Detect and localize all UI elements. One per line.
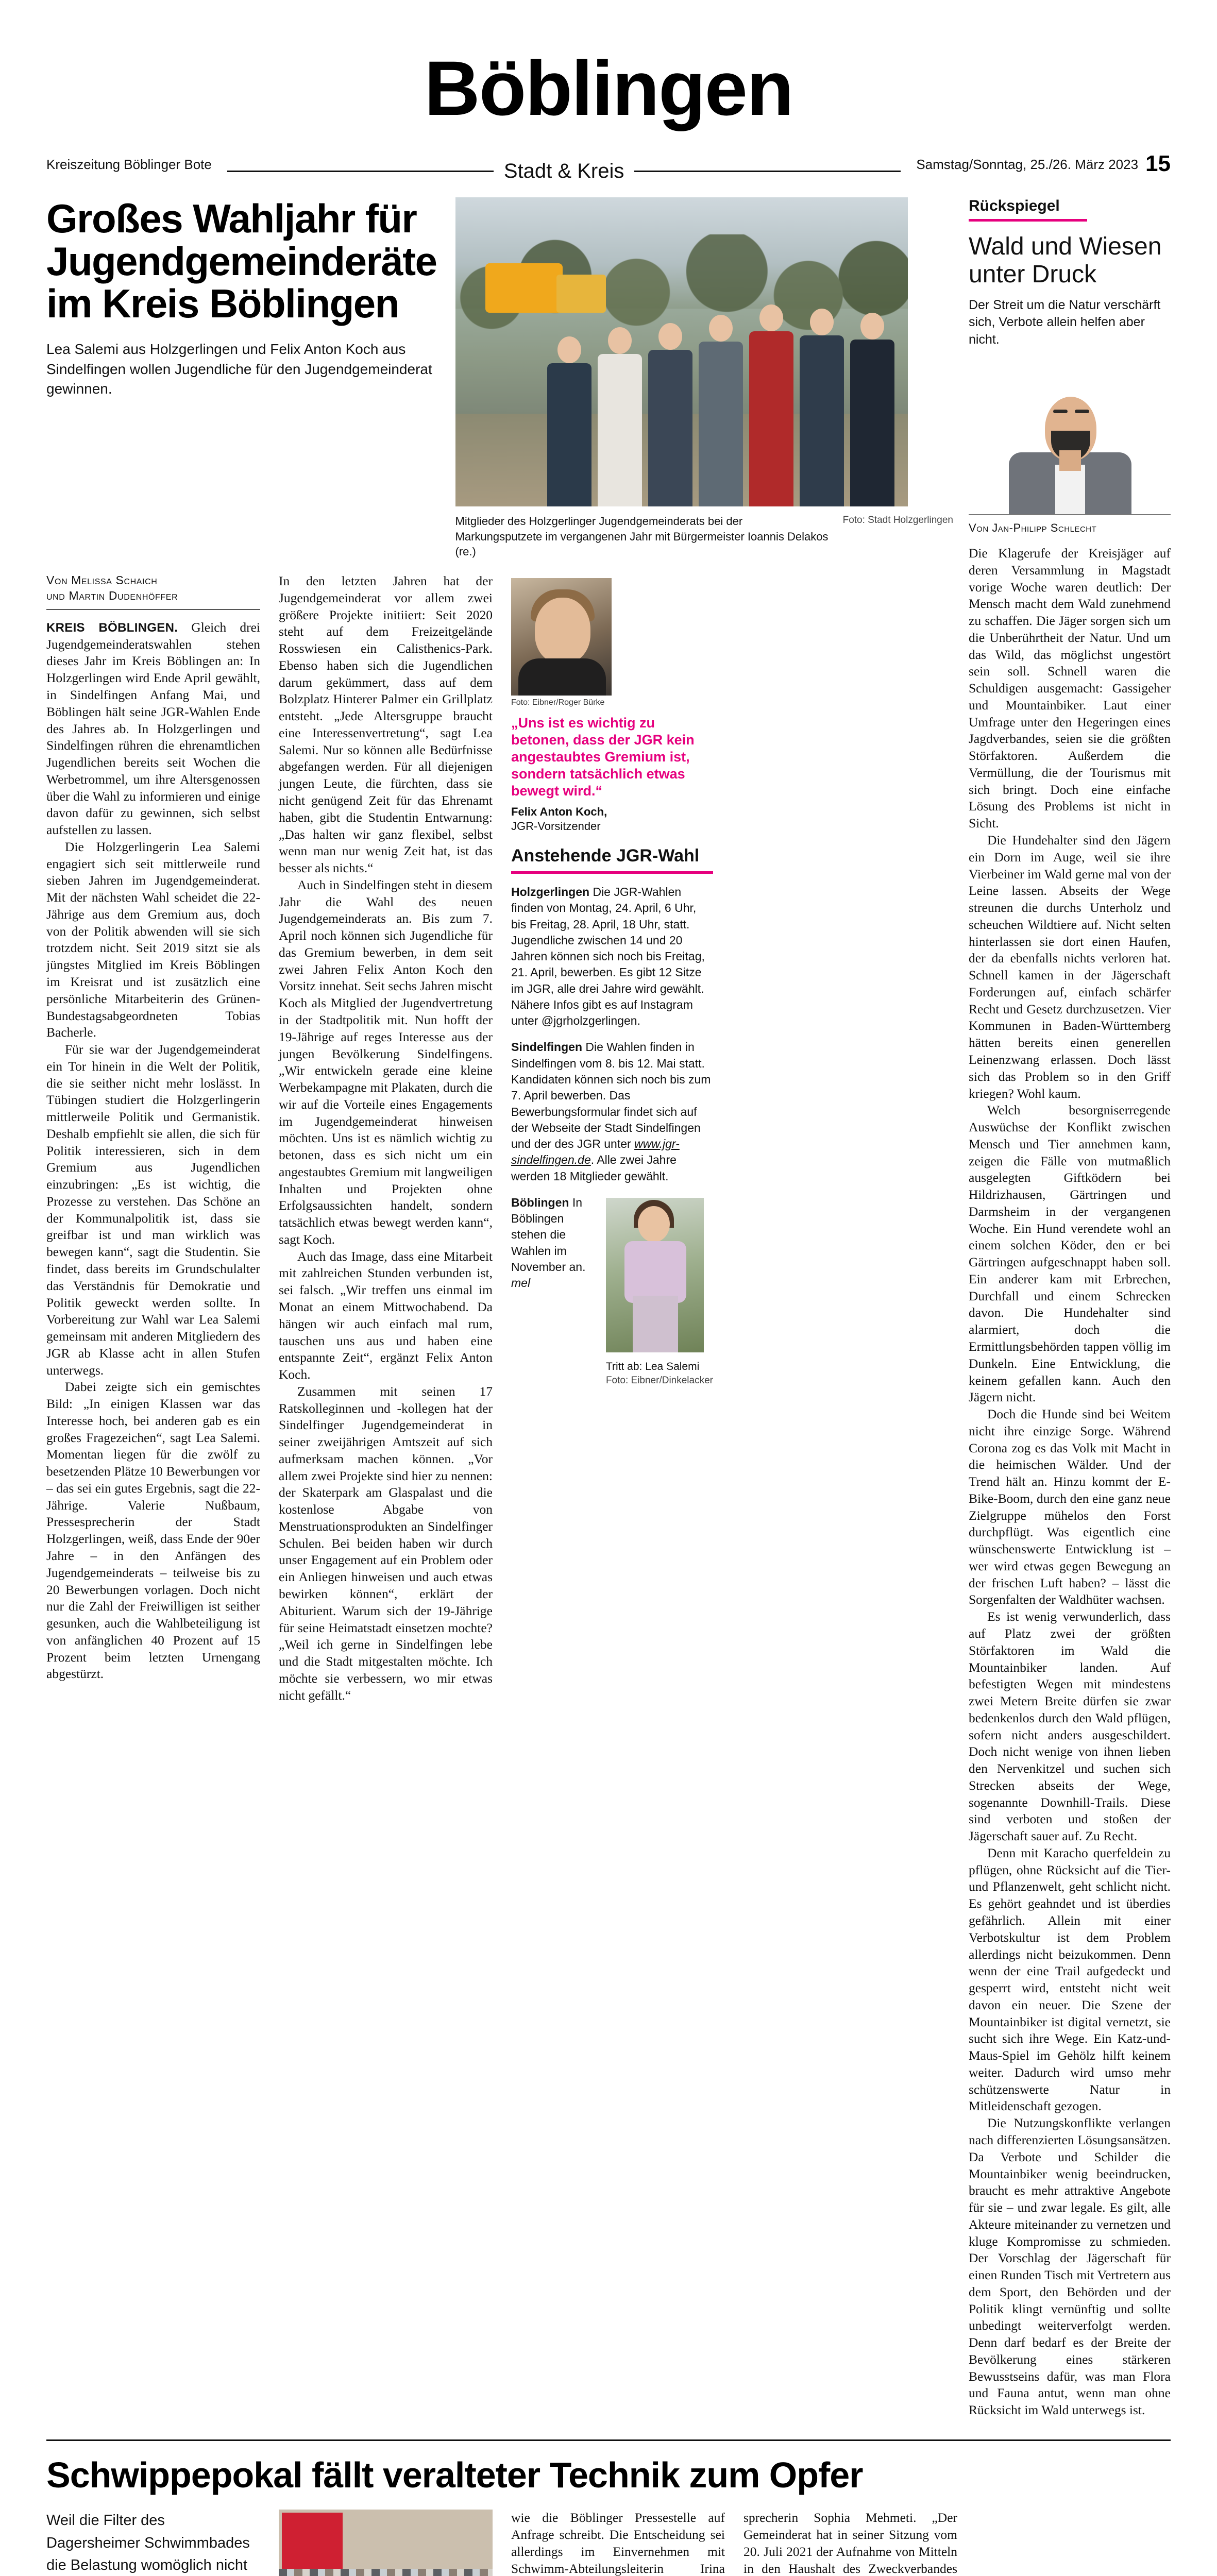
masthead — [0, 0, 1217, 182]
lead-top — [46, 197, 953, 560]
infobox-title: Anstehende JGR-Wahl — [511, 846, 700, 866]
lead-byline — [46, 573, 260, 604]
bottom-photo — [279, 2510, 493, 2576]
infobox-place: Holzgerlingen — [511, 885, 590, 899]
main-row — [46, 197, 1171, 2419]
bottom-column-2 — [279, 2510, 493, 2576]
side-photo-caption-row — [606, 1360, 713, 1387]
bottom-lead: Weil die Filter des Dagersheimer Schwimmbades die Belastung womöglich nicht — [46, 2512, 250, 2574]
infobox-text: Die JGR-Wahlen finden von Montag, 24. April, 6 Uhr, bis Freitag, 28. April, 18 Uhr, statt. Jugendliche zwischen 14 und 20 Jahren können sich noch bis Freitag, 21. April, bewerben. Es gibt 12 Sitze im JGR, alle drei Jahre wird gewählt. Nähere Infos gibt es auf Instagram unter @jgrholzgerlingen. — [511, 885, 705, 1028]
page-number: 15 — [1145, 150, 1171, 176]
bottom-headline: Schwippepokal fällt veralteter Technik zum Opfer — [46, 2454, 863, 2495]
pullquote-role: JGR-Vorsitzender — [511, 819, 601, 833]
section-label-wrap — [212, 160, 916, 183]
pullquote-text: „Uns ist es wichtig zu betonen, dass der JGR kein angestaubtes Gremium ist, sondern tatsächlich etwas bewegt wird.“ — [511, 715, 695, 799]
bottom-column-1 — [46, 2510, 260, 2576]
photo-person — [850, 313, 894, 506]
rueckspiegel-divider — [969, 219, 1087, 222]
infobox-text-after: . Alle zwei Jahre werden 18 Mitglieder gewählt. — [511, 1153, 677, 1183]
rueckspiegel-paragraph: Es ist wenig verwunderlich, dass auf Platz zwei der größten Störfaktoren im Wald die Mountainbiker landen. Auf befestigten Wegen mit mindestens zwei Metern Breite dürfen sie zwar bedenkenlos durch den Wald pflügen, sofern nicht anders ausgeschildert. Doch nicht wenige von ihnen lieben den Nervenkitzel und suchen sich Strecken abseits der Wege, sogenannte Downhill-Trails. Diese sind verboten und stoßen der Jägerschaft sauer auf. Zu Recht. — [969, 1609, 1171, 1844]
lead-paragraph-text: Gleich drei Jugendgemeinderatswahlen stehen dieses Jahr im Kreis Böblingen an: In Holzgerlingen wird Ende April gewählt, in Sindelfingen Anfang Mai, und Böblingen hält seine JGR-Wahlen Ende des Jahres ab. In Holzgerlingen und Sindelfingen rühren die ehrenamtlichen Jugendlichen bereits seit Wochen die Werbetrommel, um ihre Altersgenossen über die Wahl zu informieren und einige davon dafür zu gewinnen, sich selbst aufstellen zu lassen. — [46, 619, 260, 838]
lead-paragraph: Dabei zeigte sich ein gemischtes Bild: „In einigen Klassen war das Interesse hoch, bei anderen gab es ein großes Fragezeichen“, sagt Lea Salemi. Momentan liegen für die zwölf zu besetzenden Plätze 10 Bewerbungen vor – das sei ein gutes Ergebnis, sagt die 22-Jährige. Valerie Nußbaum, Pressesprecherin der Stadt Holzgerlingen, weiß, dass Ende der 90er Jahre – in den Anfängen des Jugendgemeinderats – teilweise bis zu 20 Bewerbungen vorlagen. Doch nicht nur die Zahl der Freiwilligen ist seither gesunken, auch die Wahlbeteiligung ist von anfänglichen 40 Prozent auf 15 Prozent beim letzten Urnengang abgestürzt. — [46, 1379, 260, 1682]
infobox-item — [511, 1039, 713, 1184]
photo-person — [598, 327, 642, 506]
byline-line-2: und Martin Dudenhöffer — [46, 588, 178, 602]
byline-line-1: Von Melissa Schaich — [46, 573, 158, 587]
lead-photo-caption: Mitglieder des Holzgerlinger Jugendgemeinderats bei der Markungsputzete im vergangenen Jahr mit Bürgermeister Ioannis Delakos (re.) — [455, 515, 829, 558]
lead-body-columns — [46, 573, 953, 1704]
side-photo — [606, 1198, 704, 1352]
rueckspiegel-paragraph: Doch die Hunde sind bei Weitem nicht ihre einzige Sorge. Während Corona zog es das Volk mit Macht in die heimischen Wälder. Und der Trend hält an. Hinzu kommt der E-Bike-Boom, durch den eine ganz neue Zielgruppe mühelos den Forst durchpflügt. Was eigentlich eine wünschenswerte Entwicklung ist – wer wird etwas gegen Bewegung an der frischen Luft haben? – lässt die Sorgenfalten der Waldhüter wachsen. — [969, 1406, 1171, 1607]
portrait-shirt — [518, 658, 606, 696]
infobox-last-row — [511, 1195, 713, 1387]
portrait-eyebrow-left — [1053, 410, 1068, 413]
rueckspiegel-subhead: Der Streit um die Natur verschärft sich, Verbote allein helfen aber nicht. — [969, 297, 1161, 347]
lead-photo-credit: Foto: Stadt Holzgerlingen — [842, 515, 953, 526]
page-content — [0, 197, 1217, 2419]
pullquote-block — [511, 578, 713, 834]
lead-photo-caption-row — [455, 514, 953, 560]
rueckspiegel-paragraph: Die Klagerufe der Kreisjäger auf deren Versammlung in Magstadt vorige Woche waren deutlich: Der Mensch macht dem Wald zunehmend zu schaffen. Die Jäger sorgen sich um die Unberührtheit der Natur. Und um das Wild, das möglichst ungestört sein soll. Schnell waren die Schuldigen ausgemacht: Gassigeher und Mountainbiker. Laut einer Umfrage unter den Hegeringen eines Jagdverbandes, seien sie die größten Störfaktoren. Außerdem die Vermüllung, die der Tourismus mit sich bringt. Doch eine einfache Lösung des Problems ist nicht in Sicht. — [969, 546, 1171, 831]
rueckspiegel-sidebar — [969, 197, 1171, 2419]
author-portrait — [969, 360, 1171, 515]
lead-paragraph: Zusammen mit seinen 17 Ratskolleginnen und -kollegen hat der Sindelfinger Jugendgemeinderat in seiner zweijährigen Amtszeit auf sich aufmerksam machen können. „Vor allem zwei Projekte sind hier zu nennen: der Skaterpark am Glaspalast und die kostenlose Abgabe von Menstruationsprodukten an Sindelfinger Schulen. Bei beiden haben wir durch unser Engagement auf ein Problem oder ein Anliegen hinweisen und auch etwas bewirken können“, erklärt der Abiturient. Warum sich der 19-Jährige für seine Heimatstadt einsetzen mochte? „Weil ich gerne in Sindelfingen lebe und die Stadt mitgestalten möchte. Ich möchte sie verbessern, wo mir etwas nicht gefällt.“ — [279, 1383, 493, 1703]
portrait-eyebrow-right — [1075, 410, 1089, 413]
rueckspiegel-paragraph: Denn mit Karacho querfeldein zu pflügen, ohne Rücksicht auf die Tier- und Pflanzenwelt, geht schlicht nicht. Es gehört geahndet und ist überdies gefährlich. Allein mit einer Verbotskultur ist dem Problem allerdings nicht beizukommen. Denn wenn der eine Trail aufgedeckt und gesperrt wird, entsteht nicht weit davon ein neuer. Die Szene der Mountainbiker ist digital vernetzt, sie sucht sich ihre Wege. Ein Katz-und-Maus-Spiel im Gehölz hilft keinem weiter. Dadurch wird umso mehr schützenswerte Natur in Mitleidenschaft gezogen. — [969, 1845, 1171, 2114]
side-photo-wrap — [606, 1195, 713, 1387]
infobox-link[interactable]: www.jgr-sindelfingen.de — [511, 1137, 680, 1167]
photo-person — [547, 336, 591, 506]
pullquote-portrait — [511, 578, 612, 696]
lead-paragraph: Die Holzgerlingerin Lea Salemi engagiert sich seit mittlerweile rund sieben Jahren im Jugendgemeinderat. Mit der nächsten Wahl scheidet die 22-Jährige aus dem Gremium aus, doch von der Politik abwenden will sie sich trotzdem nicht. Seit 2019 sitzt sie als jüngstes Mitglied im Kreis Böblingen im Kreisrat und ist zusätzlich eine persönliche Mitarbeiterin des Grünen-Bundestagsabgeordneten Tobias Bacherle. — [46, 839, 260, 1040]
portrait-neck — [1059, 450, 1081, 471]
photo-person — [648, 323, 692, 506]
lead-paragraph: Für sie war der Jugendgemeinderat ein Tor hinein in die Welt der Politik, die sie seither nicht mehr loslässt. In Tübingen studiert die Holzgerlingerin mittlerweile Politik und Germanistik. Deshalb empfiehlt sie allen, die sich für Politik interessieren, sich in dem Gremium aus Jugendlichen einzubringen: „Es ist wichtig, die Prozesse zu verstehen. Das Schöne an der Kommunalpolitik ist, dass sie greifbar ist und man wirklich was bewegen kann“, sagt die Studentin. Sie findet, dass bereits im Grundschulalter das Verständnis für Demokratie und Politik geweckt werden sollte. In Vorbereitung zur Wahl war Lea Salemi gemeinsam mit anderen Mitgliedern des JGR ab Klasse acht in allen Stufen unterwegs. — [46, 1042, 260, 1378]
photo-crowd — [279, 2569, 493, 2576]
bottom-columns — [46, 2510, 1171, 2576]
lead-paragraph — [46, 619, 260, 839]
lead-photo-wrap — [455, 197, 953, 560]
lead-article — [46, 197, 953, 1704]
lead-paragraph: Auch das Image, dass eine Mitarbeit mit zahlreichen Stunden verbunden ist, sei falsch. „Wir treffen uns einmal im Monat an einem Mittwochabend. Da hängen wir auch einfach mal rum, tauschen uns aus und haben eine entspannte Zeit“, ergänzt Felix Anton Koch. — [279, 1248, 493, 1382]
rueckspiegel-byline: Von Jan-Philipp Schlecht — [969, 521, 1097, 534]
photo-person — [749, 304, 793, 506]
side-photo-legs — [633, 1296, 678, 1352]
pullquote-photo-credit: Foto: Eibner/Roger Bürke — [511, 698, 605, 707]
photo-person — [800, 309, 844, 506]
infobox-signature: mel — [511, 1276, 531, 1290]
infobox-item — [511, 1195, 596, 1292]
side-photo-head — [638, 1206, 670, 1242]
side-photo-caption: Tritt ab: Lea Salemi — [605, 1360, 700, 1372]
lead-column-3 — [511, 573, 713, 1704]
dateline: KREIS BÖBLINGEN. — [46, 620, 178, 635]
rueckspiegel-title: Wald und Wiesen unter Druck — [969, 233, 1162, 288]
pullquote-attribution — [511, 805, 713, 834]
rueckspiegel-paragraph: Die Hundehalter sind den Jägern ein Dorn im Auge, weil sie ihre Vierbeiner im Wald gerne mal von der Leine lassen. Abseits der Wege streunen die durchs Unterholz und scheuchen Wildtiere auf. Nicht selten hinterlassen sie dort einen Haufen, der da ebenfalls nichts verloren hat. Schnell kamen in der Jägerschaft Forderungen auf, einfach schärfer Recht und Gesetz durchzusetzen. Vier Kommunen in Baden-Württemberg hätten bereits einen generellen Leinenzwang erlassen. Doch lässt sich das Problem so in den Griff kriegen? Wohl kaum. — [969, 833, 1171, 1101]
bottom-paragraph: wie die Böblinger Pressestelle auf Anfrage schreibt. Die Entscheidung sei allerdings im Einvernehmen mit Schwimm-Abteilungsleiterin Irina — [511, 2510, 725, 2576]
bottom-paragraph: sprecherin Sophia Mehmeti. „Der Gemeinderat hat in seiner Sitzung vom 20. Juli 2021 der Aufnahme von Mitteln in den Haushalt des Zweckverbandes — [743, 2510, 957, 2576]
bottom-column-3 — [511, 2510, 725, 2576]
infobox-item — [511, 884, 713, 1029]
photo-person — [699, 315, 743, 506]
rueckspiegel-paragraph: Die Nutzungskonflikte verlangen nach differenzierten Lösungsansätzen. Da Verbote und Schilder die Mountainbiker wenig beeindrucken, braucht es mehr attraktive Angebote für sie – und zwar legale. Es gilt, alle Akteure miteinander zu vernetzen und kluge Kompromisse zu schmieden. Der Vorschlag der Jägerschaft für einen Runden Tisch mit Vertretern aus dem Sport, den Behörden und der Politik klingt vernünftig und sollte unbedingt weiterverfolgt werden. Denn darf bedarf es der Breite der Bevölkerung eines stärkeren Bewusstseins dafür, was man Flora und Fauna antut, wenn man ohne Rücksicht im Wald unterwegs ist. — [969, 2115, 1171, 2418]
rule-right — [634, 171, 901, 172]
side-photo-top — [624, 1241, 686, 1303]
lead-headline: Großes Wahljahr für Jugendgemeinderäte im Kreis Böblingen — [46, 196, 437, 327]
lead-photo — [455, 197, 908, 506]
bottom-column-4 — [743, 2510, 957, 2576]
infobox-place: Sindelfingen — [511, 1040, 582, 1054]
lead-paragraph: Auch in Sindelfingen steht in diesem Jahr die Wahl des neuen Jugendgemeinderats an. Bis zum 7. April noch können sich Jugendliche für das Gremium bewerben, in dem seit zwei Jahren Felix Anton Koch den Vorsitz innehat. Seit sechs Jahren mischt Koch als Mitglied der Jugendvertretung in der Stadtpolitik mit. Nun hofft der 19-Jährige auf reges Interesse aus der jungen Bevölkerung Sindelfingens. „Wir entwickeln gerade eine kleine Werbekampagne mit Plakaten, durch die wir auf die Vorteile eines Engagements im Jugendgemeinderat hinweisen möchten. Uns ist es nämlich wichtig zu betonen, dass es sich nicht um ein angestaubtes Gremium mit langweiligen Inhalten und Projekten ohne Erfolgsaussichten handelt, sondern tatsächlich etwas bewegt werden kann“, sagt Koch. — [279, 877, 493, 1247]
portrait-shirt — [1055, 465, 1085, 514]
photo-banner — [282, 2513, 343, 2576]
infobox-divider — [511, 871, 713, 874]
masthead-title: Böblingen — [424, 45, 793, 131]
infobox-text: Die Wahlen finden in Sindelfingen vom 8. bis 12. Mai statt. Kandidaten können sich noch bis zum 7. April bewerben. Das Bewerbungsformular findet sich auf der Webseite der Stadt Sindelfingen und der des JGR unter — [511, 1040, 711, 1151]
rueckspiegel-label: Rückspiegel — [969, 197, 1060, 214]
bottom-article — [0, 2456, 1217, 2576]
issue-date: Samstag/Sonntag, 25./26. März 2023 — [916, 157, 1139, 172]
portrait-face — [535, 598, 590, 664]
photo-people-group — [455, 302, 908, 506]
side-photo-credit: Foto: Eibner/Dinkelacker — [605, 1375, 713, 1386]
rule-left — [227, 171, 494, 172]
pullquote-author: Felix Anton Koch, — [511, 805, 607, 818]
issue-meta — [916, 150, 1171, 176]
publication-name: Kreiszeitung Böblinger Bote — [46, 157, 212, 172]
rueckspiegel-paragraph: Welch besorgniserregende Auswüchse der Konflikt zwischen Mensch und Tier annehmen kann, zeigen die Fälle von mutmaßlich ausgelegten Giftködern bei Hildrizhausen, Gärtringen und Darmsheim in der vergangenen Woche. Ein Hund verendete wohl an einem solchen Köder, den er bei Gärtringen aufgeschnappt haben soll. Ein anderer kam mit Erbrechen, Durchfall und einem Schrecken davon. Die Hundehalter sind alarmiert, doch die Ermittlungsbehörden tappen völlig im Dunkeln. Eine Entwicklung, die keinem gefallen kann. Auch den Jägern nicht. — [969, 1103, 1171, 1405]
infobox-place: Böblingen — [511, 1195, 569, 1209]
lead-subhead: Lea Salemi aus Holzgerlingen und Felix Anton Koch aus Sindelfingen wollen Jugendliche für den Jugendgemeinderat gewinnen. — [46, 341, 432, 397]
infobox-text: In Böblingen stehen die Wahlen im November an. — [511, 1195, 586, 1274]
masthead-meta-row — [46, 150, 1171, 182]
byline-divider — [46, 609, 260, 610]
lead-column-1 — [46, 573, 260, 1704]
bottom-article-divider — [46, 2439, 1171, 2441]
lead-head-block — [46, 197, 437, 399]
lead-paragraph: In den letzten Jahren hat der Jugendgemeinderat vor allem zwei größere Projekte initiiert: Seit 2020 steht auf dem Freizeitgelände Rosswiesen ein Calisthenics-Park. Ebenso haben sich die Jugendlichen darum gekümmert, dass auf dem Bolzplatz Hinterer Palmer ein Grillplatz entsteht. „Jede Altersgruppe braucht eine Interessenvertretung“, sagt Lea Salemi. Nur so können alle Bedürfnisse abgefangen werden. Für all diejenigen jungen Leute, die fürchten, dass sie nicht genügend Zeit für das Ehrenamt haben, gibt die Studentin Entwarnung: „Das halten wir ganz flexibel, selbst wenn man nur wenig Zeit hat, ist das besser als nichts.“ — [279, 573, 493, 876]
section-label: Stadt & Kreis — [503, 160, 624, 182]
lead-column-2 — [279, 573, 493, 1704]
